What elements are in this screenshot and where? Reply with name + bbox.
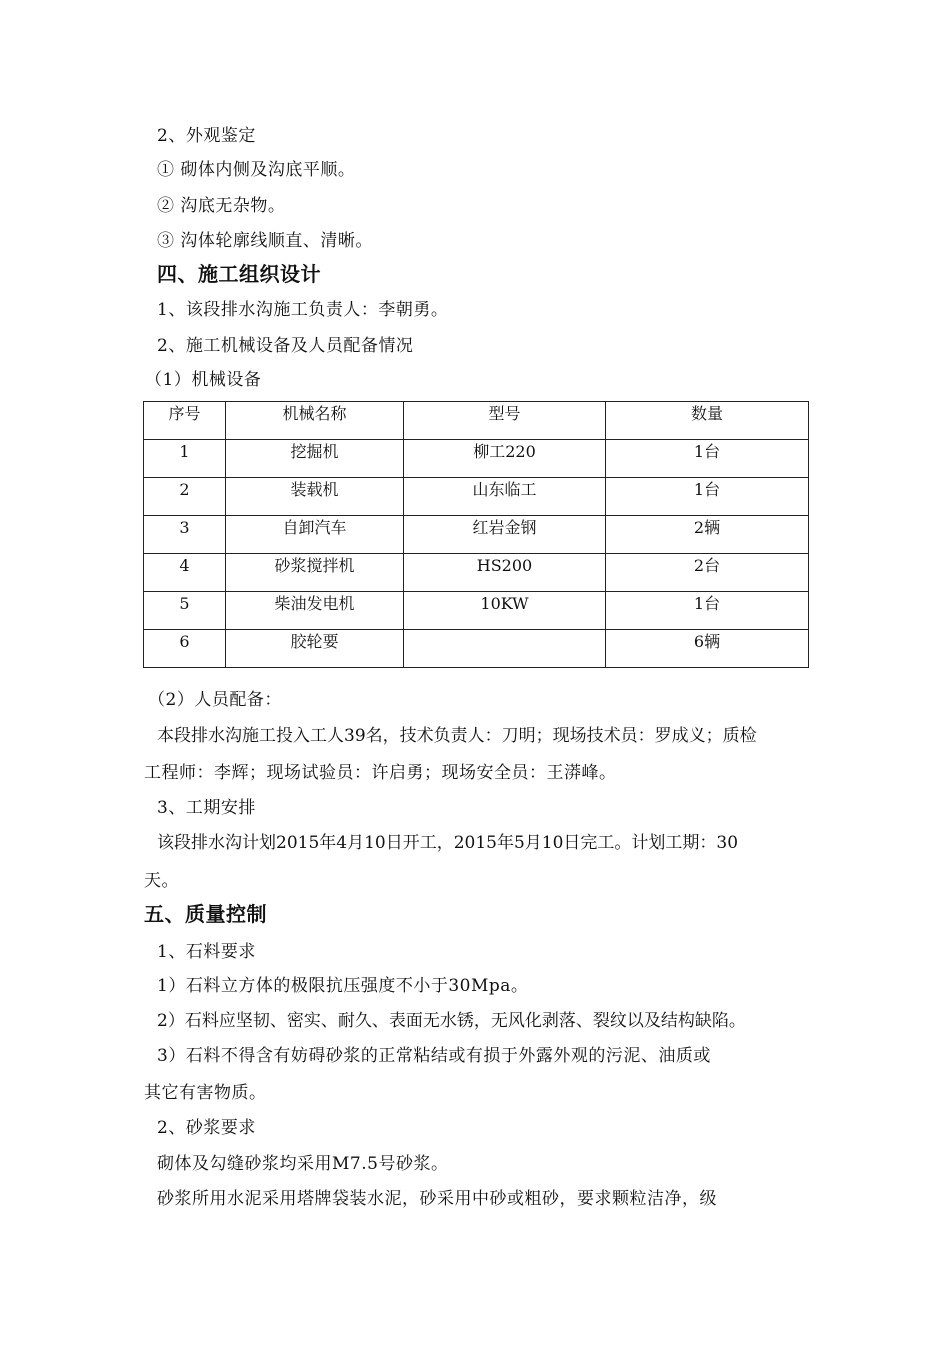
personnel-subtitle: （2）人员配备： <box>148 690 282 710</box>
table-cell: 1台 <box>606 592 809 630</box>
schedule-line-2: 天。 <box>144 871 179 891</box>
table-row <box>144 440 809 478</box>
stone-requirement-2: 2）石料应坚韧、密实、耐久、表面无水锈，无风化剥落、裂纹以及结构缺陷。 <box>157 1011 746 1031</box>
table-cell: 挖掘机 <box>226 440 404 478</box>
appearance-item-3: ③ 沟体轮廓线顺直、清晰。 <box>157 231 373 251</box>
stone-requirement-3a: 3）石料不得含有妨碍砂浆的正常粘结或有损于外露外观的污泥、油质或 <box>157 1046 711 1066</box>
table-cell: 自卸汽车 <box>226 516 404 554</box>
table-cell: 砂浆搅拌机 <box>226 554 404 592</box>
table-cell: 5 <box>144 592 226 630</box>
table-row <box>144 630 809 668</box>
stone-requirement-1: 1）石料立方体的极限抗压强度不小于30Mpa。 <box>157 976 529 996</box>
table-cell: 6辆 <box>606 630 809 668</box>
table-cell: 柳工220 <box>404 440 606 478</box>
table-header-cell: 机械名称 <box>226 402 404 440</box>
table-cell: 2 <box>144 478 226 516</box>
mortar-requirement-1: 砌体及勾缝砂浆均采用M7.5号砂浆。 <box>157 1154 449 1174</box>
table-header-row <box>144 402 809 440</box>
table-cell: 山东临工 <box>404 478 606 516</box>
table-header-cell: 序号 <box>144 402 226 440</box>
table-cell: HS200 <box>404 554 606 592</box>
table-cell: 1台 <box>606 478 809 516</box>
schedule-line-1: 该段排水沟计划2015年4月10日开工，2015年5月10日完工。计划工期：30 <box>157 833 739 853</box>
section-4-heading: 四、施工组织设计 <box>157 262 321 286</box>
table-header-cell: 型号 <box>404 402 606 440</box>
table-cell: 1台 <box>606 440 809 478</box>
appearance-item-1: ① 砌体内侧及沟底平顺。 <box>157 160 356 180</box>
table-cell: 胶轮要 <box>226 630 404 668</box>
table-row <box>144 592 809 630</box>
mortar-requirements-title: 2、砂浆要求 <box>157 1118 256 1138</box>
table-cell: 2台 <box>606 554 809 592</box>
table-cell: 装载机 <box>226 478 404 516</box>
table-cell: 柴油发电机 <box>226 592 404 630</box>
table-row <box>144 516 809 554</box>
schedule-title: 3、工期安排 <box>157 798 256 818</box>
table-row <box>144 478 809 516</box>
machinery-subtitle: （1）机械设备 <box>145 370 262 390</box>
table-cell: 2辆 <box>606 516 809 554</box>
equipment-staffing-title: 2、施工机械设备及人员配备情况 <box>157 336 414 356</box>
appearance-title: 2、外观鉴定 <box>157 126 256 146</box>
table-cell: 6 <box>144 630 226 668</box>
personnel-line-1: 本段排水沟施工投入工人39名，技术负责人：刀明；现场技术员：罗成义；质检 <box>157 726 757 746</box>
equipment-table <box>143 401 809 668</box>
table-header-cell: 数量 <box>606 402 809 440</box>
table-cell: 红岩金钢 <box>404 516 606 554</box>
table-cell: 4 <box>144 554 226 592</box>
table-cell: 10KW <box>404 592 606 630</box>
table-row <box>144 554 809 592</box>
personnel-line-2: 工程师：李辉；现场试验员：许启勇；现场安全员：王漭峰。 <box>144 763 617 783</box>
table-cell: 3 <box>144 516 226 554</box>
table-cell: 1 <box>144 440 226 478</box>
construction-lead: 1、该段排水沟施工负责人：李朝勇。 <box>157 300 449 320</box>
section-5-heading: 五、质量控制 <box>144 902 267 926</box>
stone-requirements-title: 1、石料要求 <box>157 942 256 962</box>
table-cell <box>404 630 606 668</box>
stone-requirement-3b: 其它有害物质。 <box>144 1083 267 1103</box>
mortar-requirement-2: 砂浆所用水泥采用塔牌袋装水泥，砂采用中砂或粗砂，要求颗粒洁净，级 <box>157 1189 717 1209</box>
appearance-item-2: ② 沟底无杂物。 <box>157 196 286 216</box>
